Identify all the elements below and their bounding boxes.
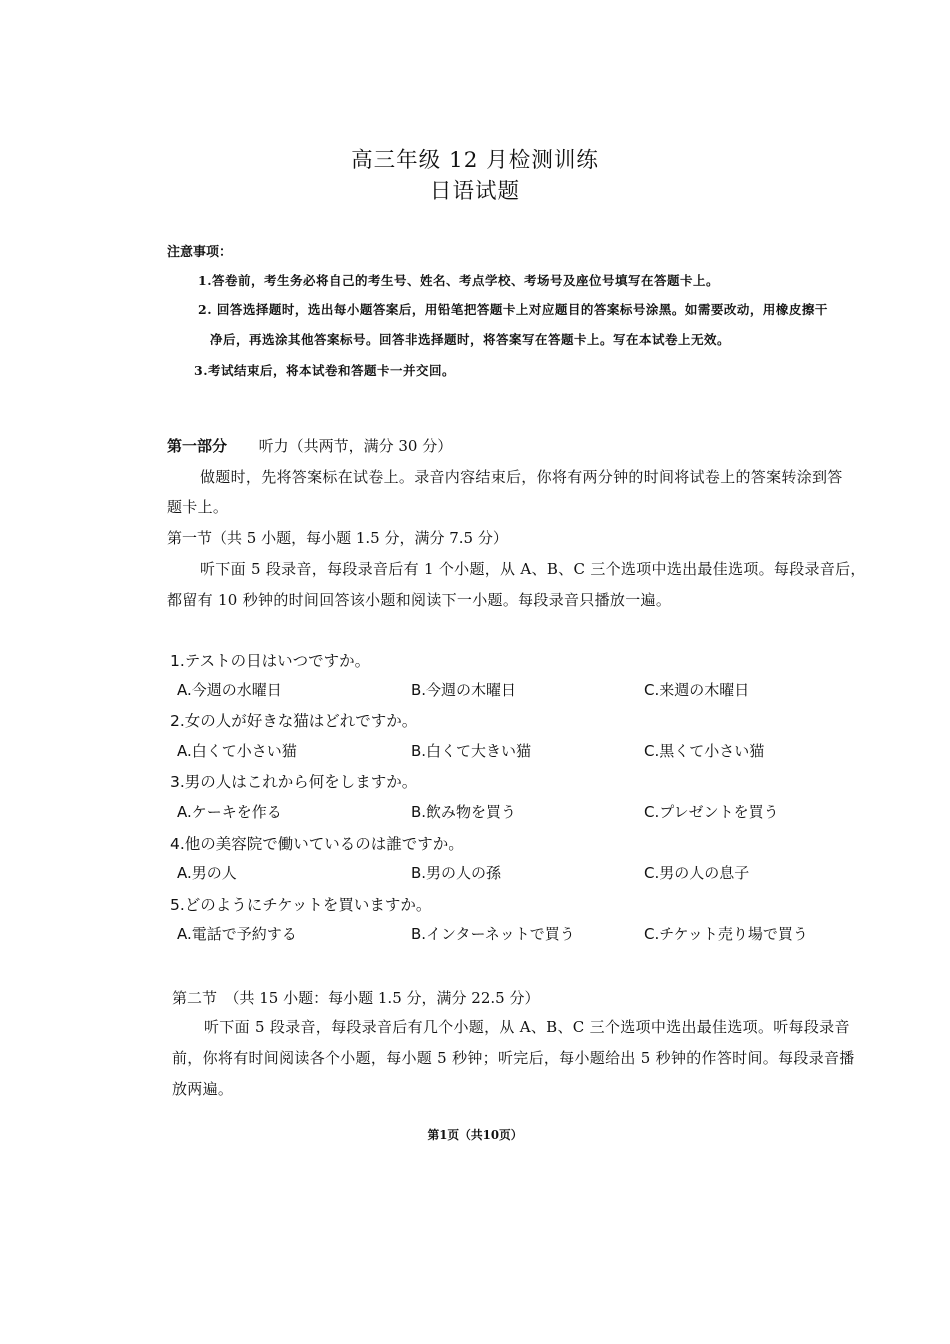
question-3-option-a: A.ケーキを作る	[177, 803, 282, 821]
section1-heading: 第一节（共 5 小题，每小题 1.5 分，满分 7.5 分）	[167, 529, 508, 547]
question-4-option-c: C.男の人の息子	[644, 864, 750, 882]
notice-item-1: 1.答卷前，考生务必将自己的考生号、姓名、考点学校、考场号及座位号填写在答题卡上。	[198, 273, 720, 288]
question-3-option-b: B.飲み物を買う	[411, 803, 517, 821]
question-4-option-b: B.男の人の孫	[411, 864, 502, 882]
notice-heading: 注意事项：	[167, 245, 233, 260]
section1-intro-line2: 都留有 10 秒钟的时间回答该小题和阅读下一小题。每段录音只播放一遍。	[167, 591, 672, 609]
section2-intro-line1: 听下面 5 段录音，每段录音后有几个小题，从 A、B、C 三个选项中选出最佳选项。听每段录音	[204, 1018, 850, 1036]
question-1-option-c: C.来週の木曜日	[644, 681, 750, 699]
page-number: 第1页（共10页）	[427, 1128, 523, 1142]
section2-heading: 第二节 （共 15 小题：每小题 1.5 分，满分 22.5 分）	[172, 989, 540, 1007]
question-5-option-a: A.電話で予約する	[177, 925, 297, 943]
question-1-option-a: A.今週の水曜日	[177, 681, 282, 699]
notice-item-2-line2: 净后，再选涂其他答案标号。回答非选择题时，将答案写在答题卡上。写在本试卷上无效。	[210, 332, 731, 347]
question-3: 3.男の人はこれから何をしますか。	[170, 773, 418, 791]
section2-intro-line2: 前，你将有时间阅读各个小题，每小题 5 秒钟；听完后，每小题给出 5 秒钟的作答时间。每段录音播	[172, 1049, 855, 1067]
question-3-option-c: C.プレゼントを買う	[644, 803, 779, 821]
exam-title: 高三年级 12 月检测训练	[351, 148, 599, 173]
question-4-option-a: A.男の人	[177, 864, 237, 882]
part1-heading	[167, 435, 452, 456]
notice-item-3: 3.考试结束后，将本试卷和答题卡一并交回。	[194, 363, 456, 378]
part1-title: 第一部分	[167, 437, 228, 455]
exam-subject: 日语试题	[429, 179, 521, 204]
notice-item-2-line1: 2. 回答选择题时，选出每小题答案后，用铅笔把答题卡上对应题目的答案标号涂黑。如需要改动，用橡皮擦干	[198, 302, 828, 317]
question-1: 1.テストの日はいつですか。	[170, 652, 371, 670]
question-2-option-c: C.黒くて小さい猫	[644, 742, 765, 760]
question-2: 2.女の人が好きな猫はどれですか。	[170, 712, 418, 730]
question-1-option-b: B.今週の木曜日	[411, 681, 517, 699]
question-5-option-c: C.チケット売り場で買う	[644, 925, 808, 943]
part1-subtitle: 听力（共两节，满分 30 分）	[258, 437, 453, 455]
section1-intro-line1: 听下面 5 段录音，每段录音后有 1 个小题，从 A、B、C 三个选项中选出最佳选项。每段录音后，	[200, 560, 866, 578]
question-4: 4.他の美容院で働いているのは誰ですか。	[170, 835, 464, 853]
question-2-option-b: B.白くて大きい猫	[411, 742, 532, 760]
part1-intro-line1: 做题时，先将答案标在试卷上。录音内容结束后，你将有两分钟的时间将试卷上的答案转涂到答	[200, 468, 843, 486]
question-5: 5.どのようにチケットを買いますか。	[170, 896, 432, 914]
question-2-option-a: A.白くて小さい猫	[177, 742, 297, 760]
part1-intro-line2: 题卡上。	[167, 498, 229, 516]
section2-intro-line3: 放两遍。	[172, 1080, 234, 1098]
question-5-option-b: B.インターネットで買う	[411, 925, 575, 943]
